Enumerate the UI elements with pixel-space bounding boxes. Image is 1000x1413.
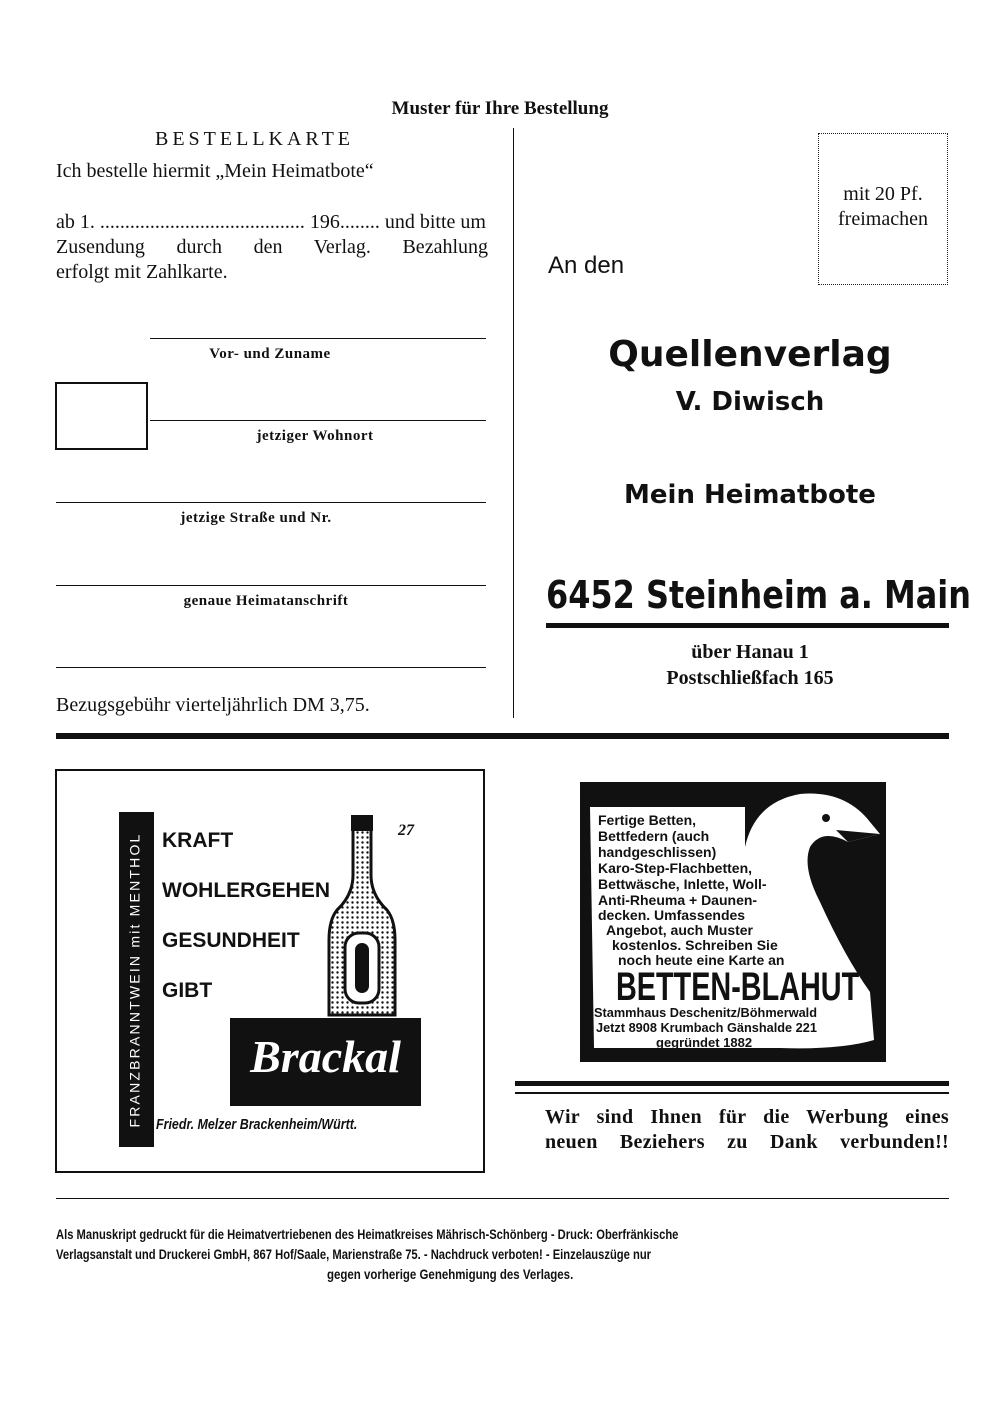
field-label-home: genaue Heimatanschrift [183,593,349,609]
fee-text: Bezugsgebühr vierteljährlich DM 3,75. [56,694,370,716]
checkbox[interactable] [55,382,148,450]
card-text-line2: ab 1. ......................................... 196........ und bitte um [56,211,486,233]
field-line-name [150,338,486,339]
field-label-residence: jetziger Wohnort [256,428,374,444]
footer-rule [56,1198,949,1199]
ad-betten-line4: Karo-Step-Flachbetten, [598,860,753,876]
publisher-owner: V. Diwisch [675,387,825,417]
card-text-line3: Zusendung durch den Verlag. Bezahlung [56,236,488,258]
ad-brackal-word1: KRAFT [162,829,234,852]
footer-line2: Verlagsanstalt und Druckerei GmbH, 867 Hof/Saale, Marienstraße 75. - Nachdruck verboten! - Einzelauszüge nur [56,1246,652,1262]
field-line-residence [150,420,486,421]
ad-betten-sub2: Jetzt 8908 Krumbach Gänshalde 221 [596,1020,817,1035]
publisher-name: Quellenverlag [608,334,892,375]
cut-line [56,733,949,739]
city-underline [546,623,949,628]
ad-brackal-word2: WOHLERGEHEN [162,879,330,902]
page-title: Muster für Ihre Bestellung [391,98,609,119]
ad-brackal-side-text: FRANZBRANNTWEIN mit MENTHOL [126,832,143,1128]
field-label-name: Vor- und Zuname [209,346,331,362]
address-to: An den [548,252,625,279]
ad-brackal-brand: Brackal [250,1031,401,1082]
ad-betten-line3: handgeschlissen) [598,844,717,860]
ad-betten-line8: Angebot, auch Muster [606,922,754,938]
footer-line3: gegen vorherige Genehmigung des Verlages. [327,1266,574,1282]
stamp-text-1: mit 20 Pf. [843,183,923,205]
newspaper-name: Mein Heimatbote [624,480,876,510]
ad-betten-line7: decken. Umfassendes [598,907,746,923]
ad-betten-line2: Bettfedern (auch [598,828,710,844]
ad-betten-brand: BETTEN-BLAHUT [616,965,860,1009]
field-label-street: jetzige Straße und Nr. [180,510,332,526]
bottle-icon [325,815,397,1020]
card-text-line4: erfolgt mit Zahlkarte. [56,261,228,283]
field-line-bottom [56,667,486,668]
ad-brackal-word3: GESUNDHEIT [162,929,300,952]
ad-betten-line9: kostenlos. Schreiben Sie [612,937,778,953]
ad-betten-line5: Bettwäsche, Inlette, Woll- [598,876,767,892]
card-heading: BESTELLKARTE [155,128,355,150]
thanks-rule-thin [515,1092,949,1094]
thanks-line1: Wir sind Ihnen für die Werbung eines [545,1106,949,1128]
address-pobox: Postschließfach 165 [666,667,834,689]
ad-betten-line10: noch heute eine Karte an [618,952,785,968]
field-line-street [56,502,486,503]
thanks-rule-thick [515,1081,949,1086]
stamp-text-2: freimachen [838,208,928,230]
ad-betten-sub3: gegründet 1882 [656,1035,753,1050]
ad-brackal-maker: Friedr. Melzer Brackenheim/Württ. [156,1116,358,1133]
card-text-line1: Ich bestelle hiermit „Mein Heimatbote“ [56,160,374,182]
address-via: über Hanau 1 [691,641,809,663]
address-city: 6452 Steinheim a. Main [546,573,971,617]
ad-betten-line1: Fertige Betten, [598,812,697,828]
ad-betten-line6: Anti-Rheuma + Daunen- [598,892,758,908]
field-line-home [56,585,486,586]
ad-brackal-word4: GIBT [162,979,213,1002]
column-divider [513,128,514,718]
footer-line1: Als Manuskript gedruckt für die Heimatvertriebenen des Heimatkreises Mährisch-Schönberg - Druck: Oberfränkische [56,1226,679,1242]
ad-brackal-number: 27 [398,822,414,839]
ad-betten-sub1: Stammhaus Deschenitz/Böhmerwald [594,1005,818,1020]
thanks-line2: neuen Beziehers zu Dank verbunden!! [545,1131,949,1153]
